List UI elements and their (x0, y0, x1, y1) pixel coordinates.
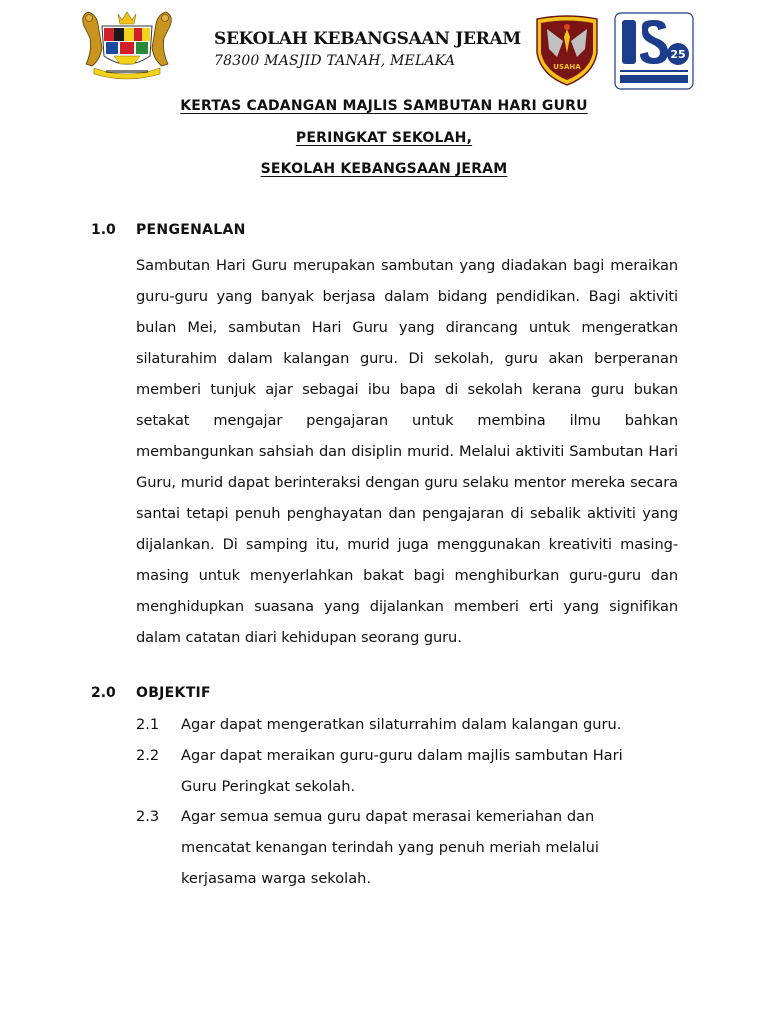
school-motto: USAHA (553, 63, 581, 71)
objective-text: Agar semua semua guru dapat merasai kemeriahan dan mencatat kenangan terindah yang penuh meriah melalui kerjasama warga sekolah. (181, 808, 599, 887)
document-header (0, 0, 768, 100)
anniversary-number: 25 (670, 48, 686, 61)
objective-number: 2.2 (136, 747, 160, 764)
anniversary-logo (614, 12, 694, 90)
objective-item (136, 709, 696, 740)
document-title-line-2: PERINGKAT SEKOLAH, (295, 130, 473, 146)
objective-number: 2.3 (136, 808, 160, 825)
section-1-heading: PENGENALAN (136, 222, 246, 238)
school-address: 78300 MASJID TANAH, MELAKA (214, 53, 456, 69)
school-badge-logo (533, 13, 601, 87)
section-2-heading: OBJEKTIF (136, 685, 211, 701)
objective-item (136, 801, 696, 894)
introduction-paragraph: Sambutan Hari Guru merupakan sambutan yang diadakan bagi meraikan guru-guru yang banyak berjasa dalam bidang pendidikan. Bagi aktiviti bulan Mei, sambutan Hari Guru yang dirancang untuk mengeratkan silaturahim dalam kalangan guru. Di sekolah, guru akan berperanan memberi tunjuk ajar sebagai ibu bapa di sekolah kerana guru bukan setakat mengajar pengajaran untuk membina ilmu bahkan membangunkan sahsiah dan disiplin murid. Melalui aktiviti Sambutan Hari Guru, murid dapat berinteraksi dengan guru selaku mentor mereka secara santai tetapi penuh penghayatan dan pengajaran di sebalik aktiviti yang dijalankan. Di samping itu, murid juga menggunakan kreativiti masing-masing untuk menyerlahkan bakat bagi menghiburkan guru-guru dan menghidupkan suasana yang dijalankan memberi erti yang signifikan dalam catatan diari kehidupan seorang guru. (136, 257, 678, 646)
section-2-number: 2.0 (91, 685, 116, 701)
objective-item (136, 740, 696, 802)
section-1-number: 1.0 (91, 222, 116, 238)
objective-text: Agar dapat mengeratkan silaturrahim dalam kalangan guru. (181, 716, 622, 733)
document-title-line-1: KERTAS CADANGAN MAJLIS SAMBUTAN HARI GURU (180, 98, 588, 114)
objective-text: Agar dapat meraikan guru-guru dalam majlis sambutan Hari Guru Peringkat sekolah. (181, 747, 623, 795)
objective-number: 2.1 (136, 716, 160, 733)
document-title-line-3: SEKOLAH KEBANGSAAN JERAM (260, 161, 508, 177)
school-name: SEKOLAH KEBANGSAAN JERAM (214, 29, 521, 49)
coat-of-arms-logo (78, 8, 176, 82)
